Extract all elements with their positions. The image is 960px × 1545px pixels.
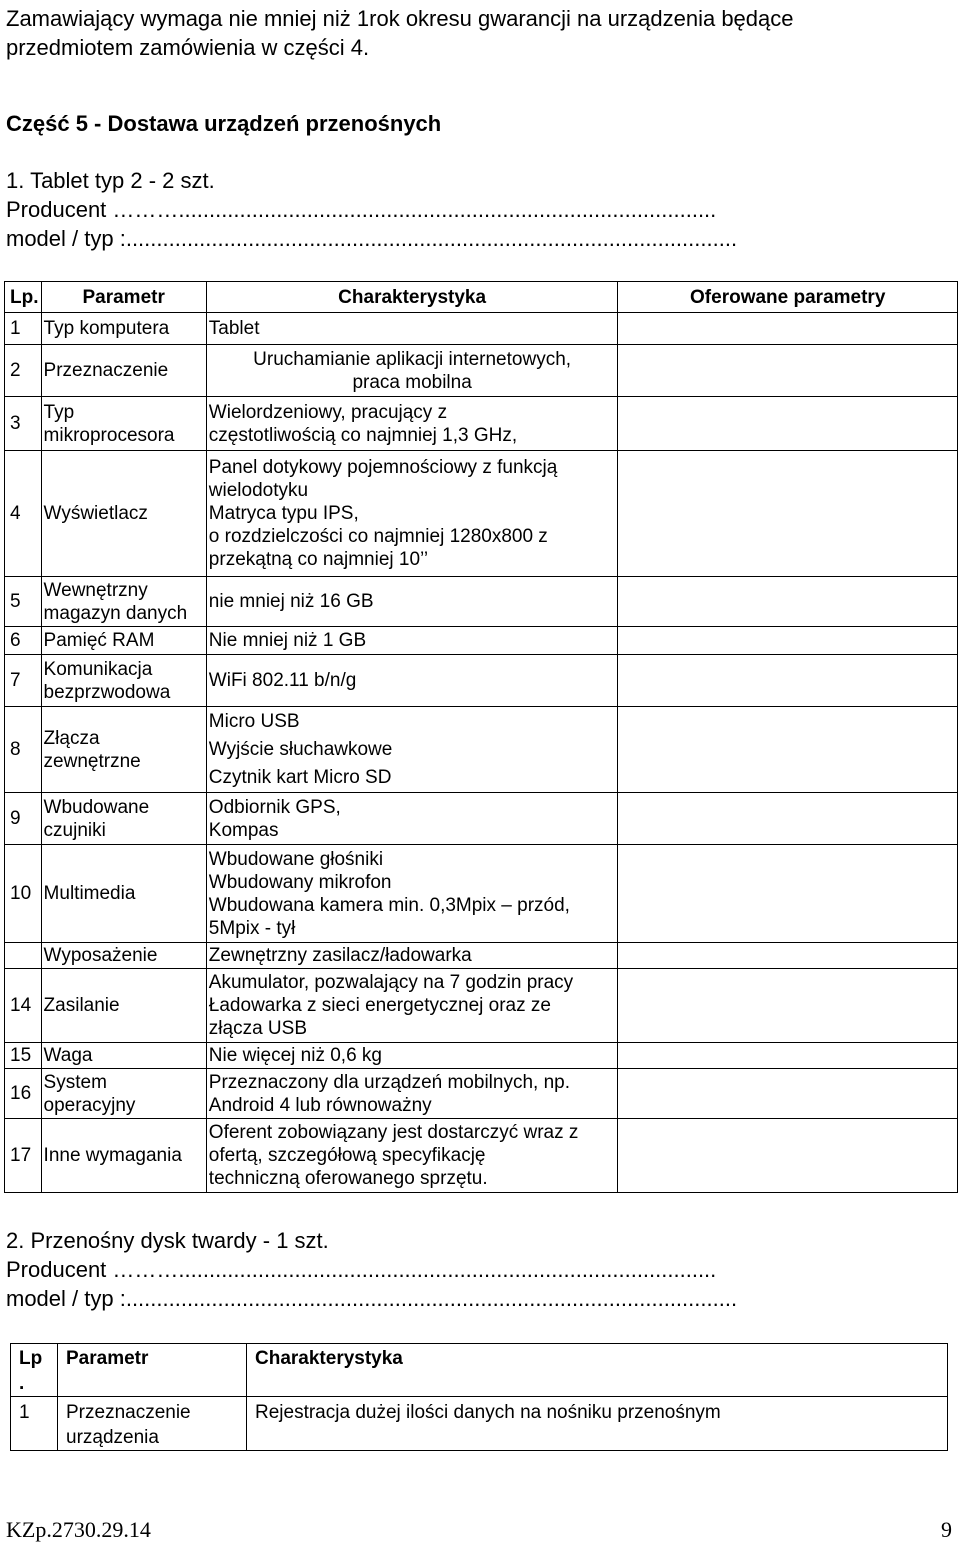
header-oferowane: Oferowane parametry bbox=[618, 282, 958, 313]
row-lp: 7 bbox=[5, 655, 42, 707]
row-lp: 4 bbox=[5, 451, 42, 577]
row-offer-cell[interactable] bbox=[618, 845, 958, 943]
row-param: Wewnętrzny magazyn danych bbox=[41, 577, 206, 627]
row-param: Złącza zewnętrzne bbox=[41, 707, 206, 793]
section-heading: Część 5 - Dostawa urządzeń przenośnych bbox=[6, 111, 442, 136]
table-row bbox=[5, 451, 958, 577]
row-param: Przeznaczenie urządzenia bbox=[58, 1397, 247, 1451]
table-row bbox=[11, 1397, 948, 1451]
table-row bbox=[5, 707, 958, 793]
row-char: Akumulator, pozwalający na 7 godzin pracy Ładowarka z sieci energetycznej oraz ze złącza USB bbox=[206, 969, 618, 1043]
footer-page-number: 9 bbox=[941, 1517, 952, 1542]
row-char: Uruchamianie aplikacji internetowych, praca mobilna bbox=[206, 345, 618, 397]
row-offer-cell[interactable] bbox=[618, 313, 958, 345]
row-lp: 3 bbox=[5, 397, 42, 451]
row-lp: 15 bbox=[5, 1043, 42, 1069]
table-row bbox=[5, 1069, 958, 1119]
row-char: WiFi 802.11 b/n/g bbox=[206, 655, 618, 707]
row-char: Micro USB Wyjście słuchawkowe Czytnik kart Micro SD bbox=[206, 707, 618, 793]
row-param: Pamięć RAM bbox=[41, 627, 206, 655]
row-offer-cell[interactable] bbox=[618, 793, 958, 845]
row-param: Wbudowane czujniki bbox=[41, 793, 206, 845]
header-parametr: Parametr bbox=[41, 282, 206, 313]
tablet-spec-table bbox=[4, 281, 958, 1193]
intro-line-2: przedmiotem zamówienia w części 4. bbox=[6, 35, 370, 60]
row-offer-cell[interactable] bbox=[618, 345, 958, 397]
item1-title: 1. Tablet typ 2 - 2 szt. bbox=[6, 168, 215, 193]
row-param: Inne wymagania bbox=[41, 1119, 206, 1193]
header-parametr: Parametr bbox=[58, 1344, 247, 1397]
row-lp: 17 bbox=[5, 1119, 42, 1193]
row-char: Oferent zobowiązany jest dostarczyć wraz z ofertą, szczegółową specyfikację techniczną oferowanego sprzętu. bbox=[206, 1119, 618, 1193]
row-lp: 16 bbox=[5, 1069, 42, 1119]
table-row bbox=[5, 1119, 958, 1193]
row-lp: 2 bbox=[5, 345, 42, 397]
table-row bbox=[5, 345, 958, 397]
row-char: nie mniej niż 16 GB bbox=[206, 577, 618, 627]
table-header-row bbox=[5, 282, 958, 313]
table-row bbox=[5, 627, 958, 655]
item1-model: model / typ :.................................................................................................... bbox=[6, 226, 738, 251]
row-lp: 10 bbox=[5, 845, 42, 943]
row-offer-cell[interactable] bbox=[618, 577, 958, 627]
item2-title: 2. Przenośny dysk twardy - 1 szt. bbox=[6, 1228, 329, 1253]
row-param: Typ mikroprocesora bbox=[41, 397, 206, 451]
table-row bbox=[5, 969, 958, 1043]
row-lp bbox=[5, 943, 42, 969]
row-lp: 9 bbox=[5, 793, 42, 845]
row-param: Wyposażenie bbox=[41, 943, 206, 969]
row-offer-cell[interactable] bbox=[618, 969, 958, 1043]
header-charakterystyka: Charakterystyka bbox=[247, 1344, 948, 1397]
row-offer-cell[interactable] bbox=[618, 1119, 958, 1193]
row-offer-cell[interactable] bbox=[618, 1043, 958, 1069]
row-lp: 1 bbox=[11, 1397, 58, 1451]
row-offer-cell[interactable] bbox=[618, 627, 958, 655]
row-char: Wbudowane głośniki Wbudowany mikrofon Wbudowana kamera min. 0,3Mpix – przód, 5Mpix - tył bbox=[206, 845, 618, 943]
row-param: Multimedia bbox=[41, 845, 206, 943]
disk-spec-table bbox=[10, 1343, 948, 1451]
row-param: Komunikacja bezprzwodowa bbox=[41, 655, 206, 707]
row-lp: 5 bbox=[5, 577, 42, 627]
row-param: System operacyjny bbox=[41, 1069, 206, 1119]
row-offer-cell[interactable] bbox=[618, 943, 958, 969]
row-param: Zasilanie bbox=[41, 969, 206, 1043]
row-char: Nie więcej niż 0,6 kg bbox=[206, 1043, 618, 1069]
row-offer-cell[interactable] bbox=[618, 397, 958, 451]
row-offer-cell[interactable] bbox=[618, 1069, 958, 1119]
row-char: Odbiornik GPS, Kompas bbox=[206, 793, 618, 845]
row-lp: 14 bbox=[5, 969, 42, 1043]
item1-producent: Producent ………........................................................................................ bbox=[6, 197, 717, 222]
table-row bbox=[5, 845, 958, 943]
row-param: Wyświetlacz bbox=[41, 451, 206, 577]
table-row bbox=[5, 655, 958, 707]
row-offer-cell[interactable] bbox=[618, 451, 958, 577]
item2-producent: Producent ………........................................................................................ bbox=[6, 1257, 717, 1282]
table-row bbox=[5, 793, 958, 845]
row-param: Waga bbox=[41, 1043, 206, 1069]
row-lp: 1 bbox=[5, 313, 42, 345]
table-row bbox=[5, 1043, 958, 1069]
row-offer-cell[interactable] bbox=[618, 707, 958, 793]
row-char: Przeznaczony dla urządzeń mobilnych, np. Android 4 lub równoważny bbox=[206, 1069, 618, 1119]
header-lp: Lp. bbox=[5, 282, 42, 313]
row-char: Tablet bbox=[206, 313, 618, 345]
header-lp: Lp . bbox=[11, 1344, 58, 1397]
row-param: Przeznaczenie bbox=[41, 345, 206, 397]
table-row bbox=[5, 577, 958, 627]
table-row bbox=[5, 397, 958, 451]
intro-line-1: Zamawiający wymaga nie mniej niż 1rok okresu gwarancji na urządzenia będące bbox=[6, 6, 794, 31]
table-header-row bbox=[11, 1344, 948, 1397]
item2-model: model / typ :.................................................................................................... bbox=[6, 1286, 738, 1311]
row-char: Panel dotykowy pojemnościowy z funkcją wielodotyku Matryca typu IPS, o rozdzielczości co najmniej 1280x800 z przekątną co najmniej 10’’ bbox=[206, 451, 618, 577]
row-lp: 8 bbox=[5, 707, 42, 793]
row-char: Wielordzeniowy, pracujący z częstotliwością co najmniej 1,3 GHz, bbox=[206, 397, 618, 451]
table-row bbox=[5, 943, 958, 969]
footer-doc-ref: KZp.2730.29.14 bbox=[6, 1517, 151, 1542]
row-offer-cell[interactable] bbox=[618, 655, 958, 707]
row-param: Typ komputera bbox=[41, 313, 206, 345]
row-lp: 6 bbox=[5, 627, 42, 655]
row-char: Zewnętrzny zasilacz/ładowarka bbox=[206, 943, 618, 969]
table-row bbox=[5, 313, 958, 345]
header-charakterystyka: Charakterystyka bbox=[206, 282, 618, 313]
row-char: Nie mniej niż 1 GB bbox=[206, 627, 618, 655]
row-char: Rejestracja dużej ilości danych na nośniku przenośnym bbox=[247, 1397, 948, 1451]
